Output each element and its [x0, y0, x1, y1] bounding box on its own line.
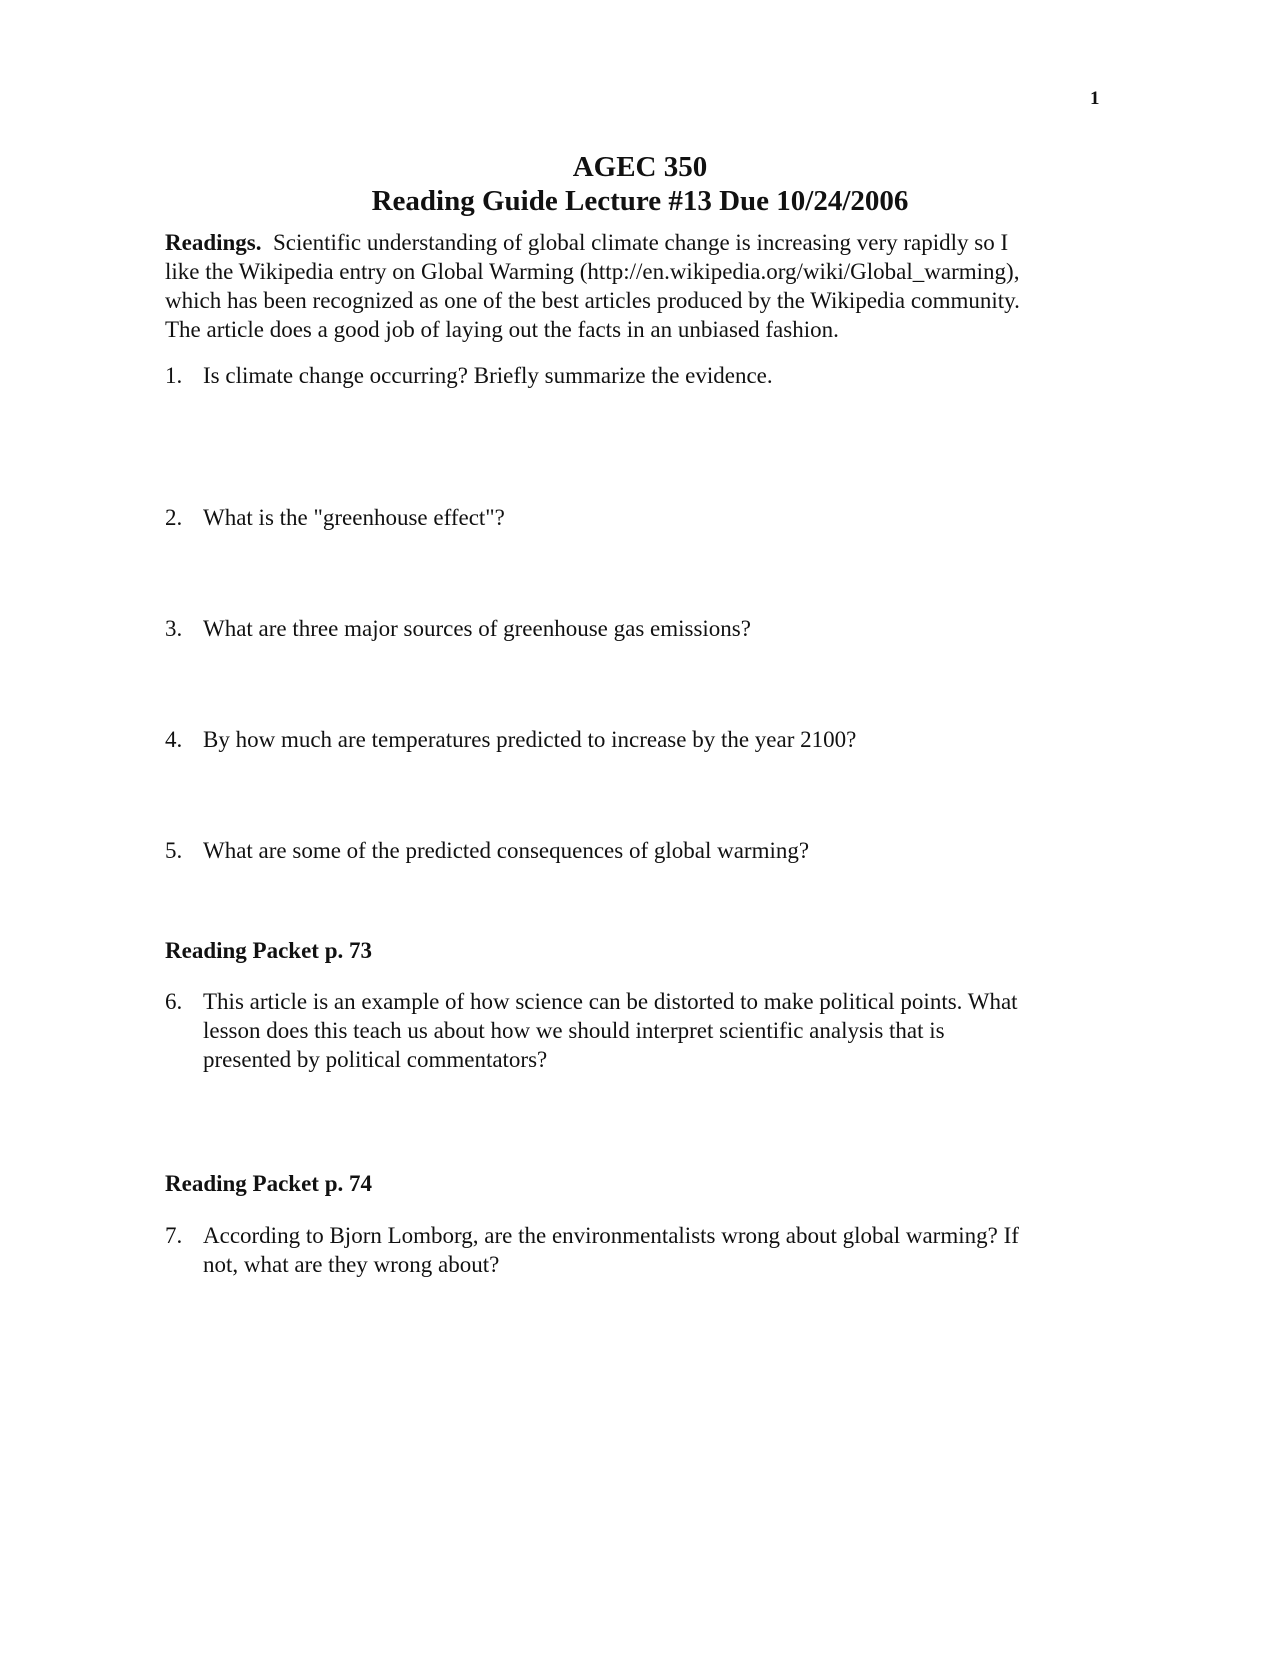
question-4 [165, 725, 1115, 754]
question-number: 3. [165, 616, 183, 641]
question-6 [165, 987, 1115, 1074]
section-heading-packet-73: Reading Packet p. 73 [165, 938, 372, 963]
question-text [203, 614, 1115, 643]
question-number: 5. [165, 838, 183, 863]
question-text [203, 361, 1115, 390]
readings-lead: Readings. [165, 230, 262, 255]
question-number: 7. [165, 1223, 183, 1248]
readings-paragraph [165, 228, 1115, 344]
question-line: By how much are temperatures predicted to increase by the year 2100? [203, 727, 857, 752]
question-line: Is climate change occurring? Briefly summarize the evidence. [203, 363, 773, 388]
section-heading-packet-74: Reading Packet p. 74 [165, 1171, 372, 1196]
question-text [203, 725, 1115, 754]
question-text [203, 503, 1115, 532]
page-number: 1 [1090, 88, 1100, 109]
readings-line: which has been recognized as one of the best articles produced by the Wikipedia community. [165, 288, 1020, 313]
question-1 [165, 361, 1115, 390]
question-line: What are some of the predicted consequences of global warming? [203, 838, 810, 863]
document-subtitle: Reading Guide Lecture #13 Due 10/24/2006 [371, 185, 909, 217]
question-text [203, 987, 1115, 1074]
question-3 [165, 614, 1115, 643]
question-line: What are three major sources of greenhouse gas emissions? [203, 616, 751, 641]
question-line: What is the "greenhouse effect"? [203, 505, 505, 530]
question-text [203, 1221, 1115, 1279]
question-line: According to Bjorn Lomborg, are the environmentalists wrong about global warming? If [203, 1223, 1019, 1248]
question-7 [165, 1221, 1115, 1279]
readings-line [165, 228, 1115, 257]
course-title: AGEC 350 [572, 151, 708, 183]
question-number: 1. [165, 363, 183, 388]
readings-line: The article does a good job of laying out the facts in an unbiased fashion. [165, 317, 839, 342]
question-text [203, 836, 1115, 865]
question-line: This article is an example of how science can be distorted to make political points. What [203, 989, 1018, 1014]
question-line: presented by political commentators? [203, 1047, 548, 1072]
question-number: 6. [165, 989, 183, 1014]
question-5 [165, 836, 1115, 865]
question-line: not, what are they wrong about? [203, 1252, 500, 1277]
question-number: 2. [165, 505, 183, 530]
question-number: 4. [165, 727, 183, 752]
readings-line-text: Scientific understanding of global climate change is increasing very rapidly so I [273, 230, 1009, 255]
question-2 [165, 503, 1115, 532]
readings-line: like the Wikipedia entry on Global Warming (http://en.wikipedia.org/wiki/Global_warming), [165, 259, 1020, 284]
question-line: lesson does this teach us about how we should interpret scientific analysis that is [203, 1018, 945, 1043]
